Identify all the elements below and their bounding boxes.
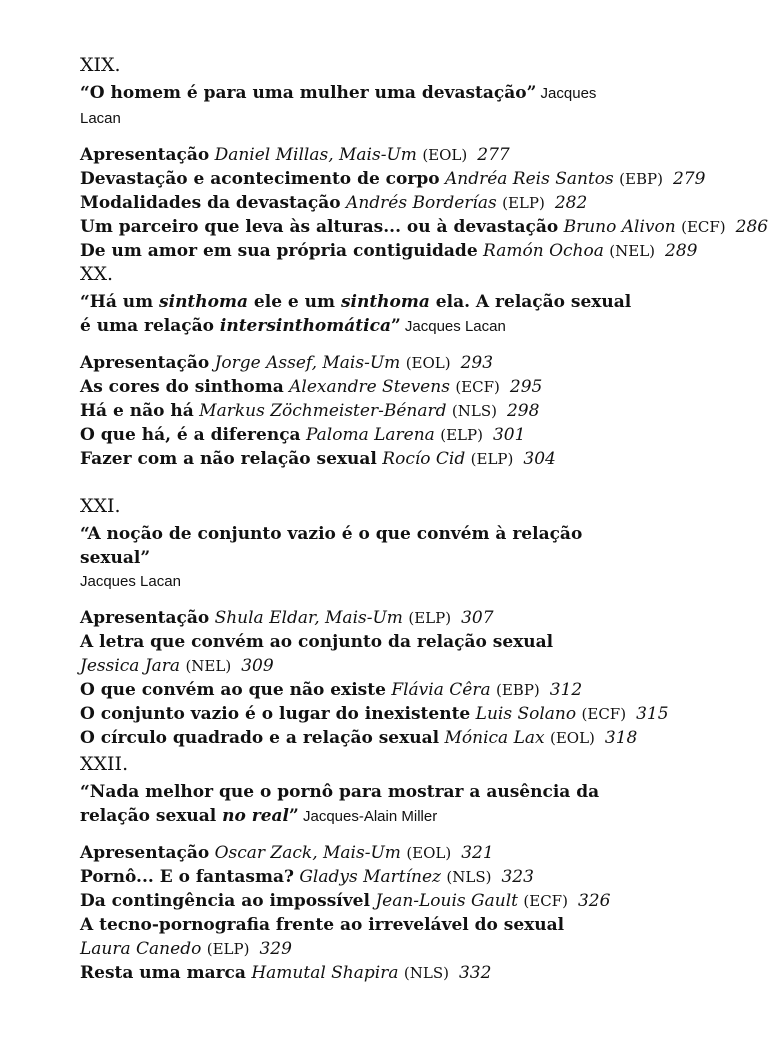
toc-entry[interactable] bbox=[80, 654, 640, 678]
heading-quote: ” bbox=[289, 806, 299, 826]
entry-school: (ELP) bbox=[502, 194, 545, 212]
entry-list bbox=[80, 351, 640, 471]
entry-page-number: 295 bbox=[509, 377, 543, 397]
heading-author: Jacques Lacan bbox=[80, 85, 597, 127]
toc-entry[interactable] bbox=[80, 702, 669, 726]
entry-title: Fazer com a não relação sexual bbox=[80, 449, 377, 469]
section-numeral: XXI. bbox=[80, 495, 121, 517]
entry-title: Resta uma marca bbox=[80, 963, 246, 983]
entry-school: (EBP) bbox=[619, 170, 663, 188]
entry-author: Andrés Borderías bbox=[346, 193, 497, 213]
entry-title: Apresentação bbox=[80, 145, 210, 165]
entry-author: Alexandre Stevens bbox=[289, 377, 450, 397]
entry-author: Andréa Reis Santos bbox=[444, 169, 614, 189]
heading-quote: intersinthomática bbox=[219, 316, 391, 336]
entry-title: As cores do sinthoma bbox=[80, 377, 284, 397]
toc-entry[interactable] bbox=[80, 399, 640, 423]
entry-school: (EBP) bbox=[496, 681, 540, 699]
entry-title: O círculo quadrado e a relação sexual bbox=[80, 728, 440, 748]
toc-entry[interactable] bbox=[80, 239, 698, 263]
entry-page-number: 293 bbox=[460, 353, 494, 373]
entry-title: Apresentação bbox=[80, 608, 210, 628]
entry-author: Flávia Cêra bbox=[391, 680, 491, 700]
entry-school: (ELP) bbox=[470, 450, 514, 468]
toc-entry[interactable] bbox=[80, 375, 640, 399]
section-xix bbox=[80, 53, 768, 263]
entry-page-number: 326 bbox=[577, 891, 611, 911]
entry-author: Markus Zöchmeister-Bénard bbox=[199, 401, 447, 421]
entry-author: Ramón Ochoa bbox=[483, 241, 604, 261]
entry-page-number: 304 bbox=[523, 449, 556, 469]
entry-school: (ELP) bbox=[440, 426, 483, 444]
entry-author: Gladys Martínez bbox=[299, 867, 441, 887]
entry-school: (EOL) bbox=[550, 729, 595, 747]
toc-entry[interactable] bbox=[80, 143, 640, 167]
heading-author: Jacques Lacan bbox=[400, 318, 506, 335]
entry-school: (NEL) bbox=[185, 657, 232, 675]
heading-quote: “Nada melhor que o pornô para mostrar a ausência da relação sexual bbox=[80, 782, 600, 826]
entry-author: Daniel Millas, Mais-Um bbox=[214, 145, 417, 165]
toc-entry[interactable] bbox=[80, 167, 706, 191]
section-heading bbox=[80, 81, 640, 131]
toc-entry[interactable] bbox=[80, 678, 640, 702]
toc-entry[interactable] bbox=[80, 726, 640, 750]
entry-school: (EOL) bbox=[406, 844, 452, 862]
entry-title: Apresentação bbox=[80, 843, 210, 863]
entry-title: Um parceiro que leva às alturas... ou à devastação bbox=[80, 217, 559, 237]
entry-author: Jorge Assef, Mais-Um bbox=[214, 353, 401, 373]
entry-school: (ECF) bbox=[681, 218, 726, 236]
entry-title: Modalidades da devastação bbox=[80, 193, 341, 213]
entry-title: Da contingência ao impossível bbox=[80, 891, 370, 911]
toc-entry[interactable] bbox=[80, 630, 640, 654]
entry-page-number: 323 bbox=[501, 867, 534, 887]
heading-quote: ele e um bbox=[248, 292, 341, 312]
entry-author: Rocío Cid bbox=[382, 449, 466, 469]
section-numeral: XIX. bbox=[80, 54, 121, 76]
entry-title: O conjunto vazio é o lugar do inexistente bbox=[80, 704, 471, 724]
heading-quote: no real bbox=[222, 806, 290, 826]
entry-page-number: 289 bbox=[665, 241, 698, 261]
heading-quote: ” bbox=[390, 316, 401, 336]
toc-entry[interactable] bbox=[80, 215, 768, 239]
entry-page-number: 332 bbox=[458, 963, 492, 983]
entry-school: (ECF) bbox=[455, 378, 500, 396]
entry-author: Luis Solano bbox=[475, 704, 577, 724]
entry-title: A tecno-pornografia frente ao irrevelável do sexual bbox=[80, 915, 565, 935]
entry-page-number: 286 bbox=[735, 217, 768, 237]
entry-school: (ELP) bbox=[408, 609, 452, 627]
heading-quote: sinthoma bbox=[159, 292, 248, 312]
heading-author: Jacques Lacan bbox=[80, 573, 181, 590]
entry-page-number: 318 bbox=[604, 728, 638, 748]
section-heading bbox=[80, 780, 640, 829]
entry-list bbox=[80, 841, 640, 985]
toc-entry[interactable] bbox=[80, 423, 640, 447]
entry-title: A letra que convém ao conjunto da relação sexual bbox=[80, 632, 554, 652]
section-heading bbox=[80, 290, 640, 339]
entry-title: Devastação e acontecimento de corpo bbox=[80, 169, 440, 189]
toc-entry[interactable] bbox=[80, 961, 640, 985]
entry-school: (ELP) bbox=[206, 940, 250, 958]
entry-page-number: 315 bbox=[636, 704, 669, 724]
section-numeral: XXII. bbox=[80, 753, 129, 775]
toc-entry[interactable] bbox=[80, 447, 640, 471]
toc-entry[interactable] bbox=[80, 913, 640, 937]
entry-title: Há e não há bbox=[80, 401, 194, 421]
entry-author: Paloma Larena bbox=[305, 425, 435, 445]
entry-school: (NLS) bbox=[403, 964, 449, 982]
entry-list bbox=[80, 606, 669, 750]
section-numeral: XX. bbox=[80, 263, 114, 285]
entry-author: Mónica Lax bbox=[444, 728, 545, 748]
entry-title: O que há, é a diferença bbox=[80, 425, 301, 445]
heading-quote: sinthoma bbox=[340, 292, 430, 312]
entry-school: (ECF) bbox=[581, 705, 627, 723]
heading-author: Jacques-Alain Miller bbox=[298, 808, 438, 825]
toc-entry[interactable] bbox=[80, 937, 640, 961]
entry-author: Oscar Zack, Mais-Um bbox=[214, 843, 401, 863]
entry-page-number: 279 bbox=[672, 169, 706, 189]
section-heading bbox=[80, 522, 640, 594]
entry-title: Apresentação bbox=[80, 353, 210, 373]
entry-school: (NEL) bbox=[609, 242, 656, 260]
toc-entry[interactable] bbox=[80, 191, 640, 215]
entry-school: (EOL) bbox=[405, 354, 451, 372]
entry-page-number: 321 bbox=[461, 843, 494, 863]
toc-entry[interactable] bbox=[80, 889, 640, 913]
entry-school: (NLS) bbox=[451, 402, 497, 420]
entry-title: O que convém ao que não existe bbox=[80, 680, 386, 700]
entry-author: Shula Eldar, Mais-Um bbox=[214, 608, 403, 628]
entry-page-number: 301 bbox=[492, 425, 526, 445]
entry-school: (NLS) bbox=[446, 868, 492, 886]
heading-quote: “A noção de conjunto vazio é o que convém à relação sexual” bbox=[80, 524, 583, 568]
toc-entry[interactable] bbox=[80, 841, 640, 865]
toc-entry[interactable] bbox=[80, 606, 640, 630]
section-xxi bbox=[80, 494, 669, 750]
entry-author: Hamutal Shapira bbox=[251, 963, 399, 983]
entry-list bbox=[80, 143, 768, 263]
entry-title: De um amor em sua própria contiguidade bbox=[80, 241, 478, 261]
heading-quote: “O homem é para uma mulher uma devastação” bbox=[80, 83, 537, 103]
section-xxii bbox=[80, 752, 640, 985]
entry-school: (ECF) bbox=[523, 892, 568, 910]
entry-page-number: 329 bbox=[259, 939, 292, 959]
toc-entry[interactable] bbox=[80, 351, 640, 375]
entry-title: Pornô... E o fantasma? bbox=[80, 867, 294, 887]
entry-page-number: 307 bbox=[461, 608, 494, 628]
toc-entry[interactable] bbox=[80, 865, 640, 889]
entry-page-number: 277 bbox=[477, 145, 510, 165]
entry-page-number: 312 bbox=[549, 680, 583, 700]
entry-page-number: 282 bbox=[554, 193, 588, 213]
entry-author: Jessica Jara bbox=[80, 656, 181, 676]
entry-page-number: 298 bbox=[506, 401, 540, 421]
heading-quote: “Há um bbox=[80, 292, 160, 312]
entry-author: Jean-Louis Gault bbox=[375, 891, 518, 911]
entry-school: (EOL) bbox=[422, 146, 468, 164]
entry-author: Laura Canedo bbox=[80, 939, 202, 959]
entry-page-number: 309 bbox=[241, 656, 274, 676]
heading-quote: ela. A relação sexual é uma relação bbox=[80, 292, 632, 336]
section-xx bbox=[80, 262, 640, 471]
entry-author: Bruno Alivon bbox=[563, 217, 676, 237]
